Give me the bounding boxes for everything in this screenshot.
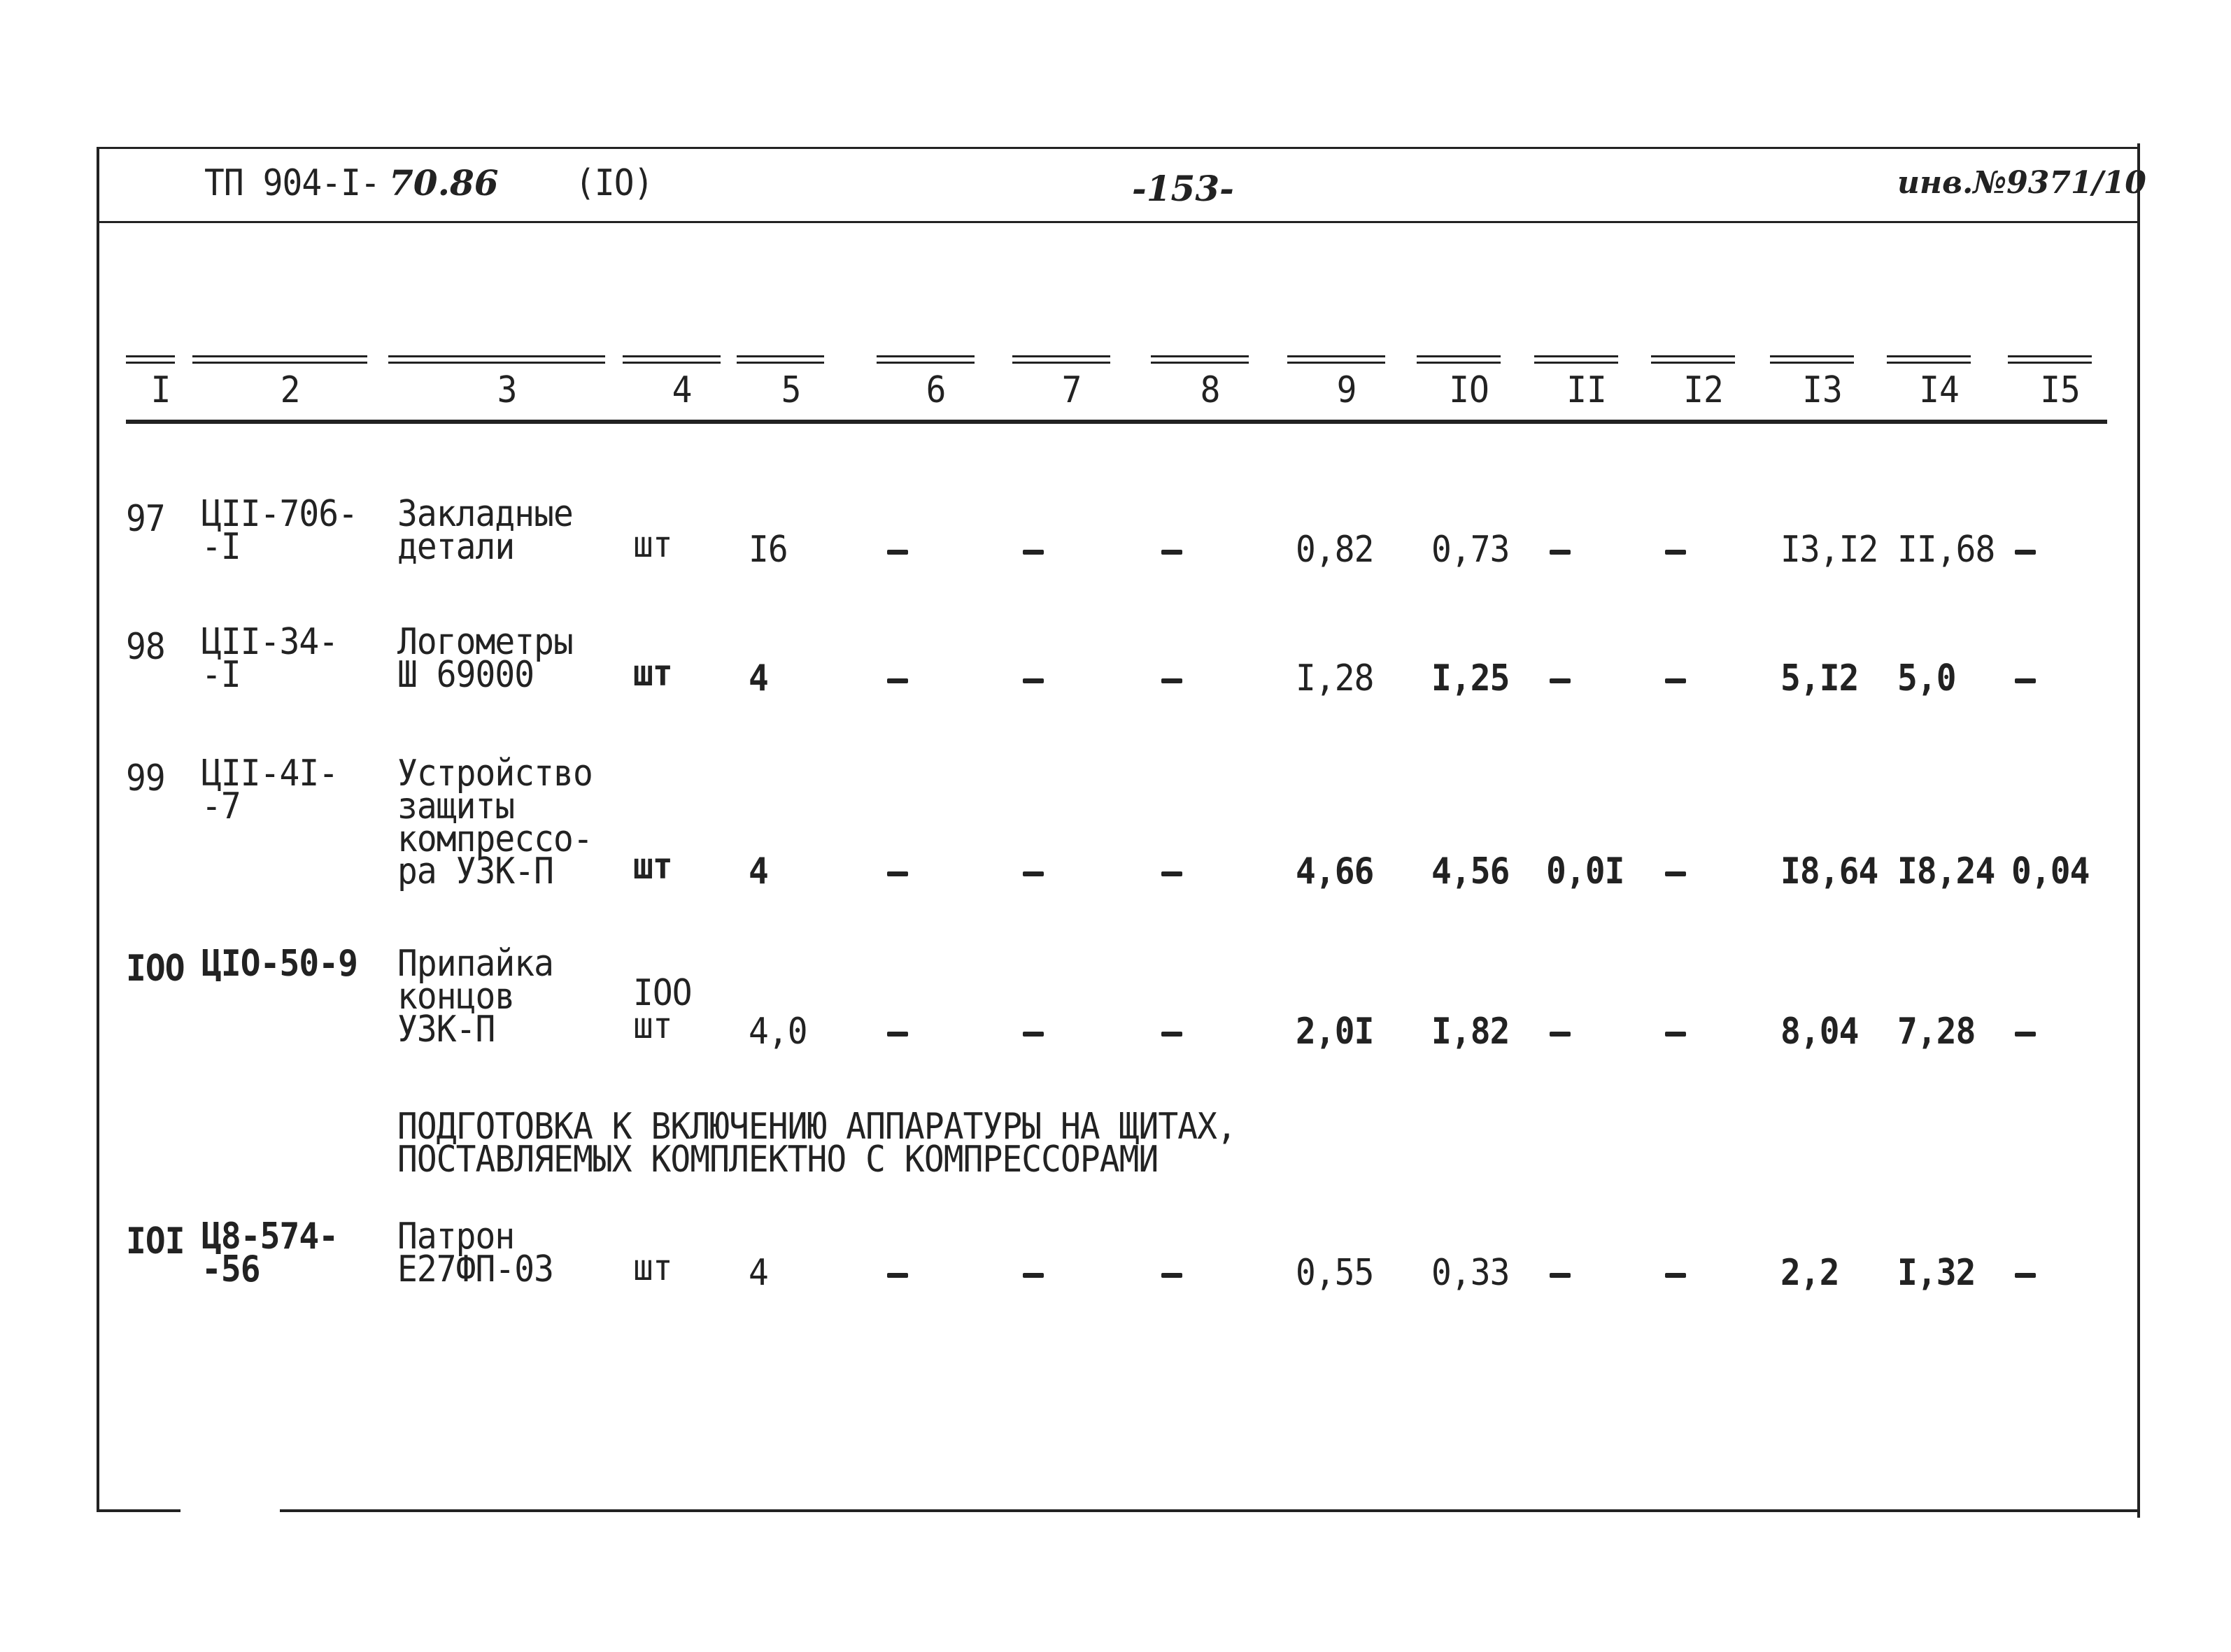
row-name: Патрон Е27ФП-03 [397,1216,554,1290]
row-col10: 4,56 [1431,850,1510,892]
row-col9: 0,55 [1296,1252,1374,1294]
row-unit: шт [633,846,672,888]
row-col14: I,32 [1897,1252,1976,1294]
row-code: ЦII-706- -I [201,493,358,568]
row-col9: 2,0I [1296,1011,1374,1053]
empty-cell-dash [887,1273,908,1278]
column-number: IO [1449,369,1489,411]
column-number: I4 [1919,369,1960,411]
row-col12-dash [1665,1273,1686,1278]
row-col11-dash [1550,1032,1571,1037]
row-col12-dash [1665,871,1686,876]
row-col11-dash [1550,550,1571,555]
column-15-header-rule [2008,362,2092,364]
column-number: 2 [280,369,301,411]
row-code: ЦII-4I- -7 [201,753,339,827]
inventory-prefix: инв.№ [1897,165,2007,201]
row-col12-dash [1665,678,1686,683]
column-10-header-rule [1417,362,1501,364]
column-14-header-rule [1887,362,1971,364]
column-number: 6 [926,369,947,411]
row-col14: II,68 [1897,529,1995,571]
row-quantity: 4 [749,1252,768,1294]
row-code: Ц8-574- -56 [201,1216,339,1290]
row-number: 97 [126,498,165,540]
empty-cell-dash [1161,1032,1182,1037]
row-col10: I,82 [1431,1011,1510,1053]
row-col11-dash [1550,1273,1571,1278]
row-name: Припайка концов УЗК-П [397,943,554,1051]
empty-cell-dash [1161,871,1182,876]
row-col14: 5,0 [1897,657,1956,699]
empty-cell-dash [887,1032,908,1037]
column-1-header-rule [126,355,175,357]
row-col10: 0,73 [1431,529,1510,571]
doc-code: ТП 904-I- [204,162,380,204]
row-name: Устройство защиты компрессо- ра УЗК-П [397,753,593,893]
row-number: 98 [126,626,165,668]
column-13-header-rule [1770,362,1854,364]
column-header-bottom-rule [126,420,2107,424]
column-11-header-rule [1534,355,1618,357]
column-9-header-rule [1287,355,1385,357]
row-quantity: 4 [749,850,768,892]
column-9-header-rule [1287,362,1385,364]
frame-bottom-left-segment [97,1509,180,1512]
empty-cell-dash [887,550,908,555]
frame-top-border [99,147,2139,149]
page-number: -153- [1132,168,1234,209]
empty-cell-dash [1023,871,1044,876]
empty-cell-dash [1023,550,1044,555]
empty-cell-dash [887,678,908,683]
empty-cell-dash [1161,1273,1182,1278]
row-col14: I8,24 [1897,850,1995,892]
row-quantity: 4,0 [749,1011,807,1053]
column-1-header-rule [126,362,175,364]
row-col15-dash [2015,550,2036,555]
row-col13: 2,2 [1780,1252,1839,1294]
section-heading: ПОДГОТОВКА К ВКЛЮЧЕНИЮ АППАРАТУРЫ НА ЩИТАХ, ПОСТАВЛЯЕМЫХ КОМПЛЕКТНО С КОМПРЕССОРАМИ [397,1106,1236,1181]
column-11-header-rule [1534,362,1618,364]
empty-cell-dash [1023,1032,1044,1037]
row-col9: 4,66 [1296,850,1374,892]
column-3-header-rule [388,355,605,357]
row-col13: 8,04 [1780,1011,1859,1053]
row-unit: IOO шт [633,972,692,1047]
column-4-header-rule [623,355,721,357]
row-col11: 0,0I [1546,850,1624,892]
row-col15: 0,04 [2011,850,2090,892]
frame-right-border [2137,143,2140,1518]
frame-bottom-border [280,1509,2137,1512]
row-code: ЦIO-50-9 [201,943,358,985]
row-quantity: 4 [749,657,768,699]
empty-cell-dash [1023,678,1044,683]
column-3-header-rule [388,362,605,364]
column-number: 8 [1200,369,1221,411]
column-7-header-rule [1012,355,1110,357]
column-14-header-rule [1887,355,1971,357]
inventory-number: 9371/10 [2006,165,2146,201]
row-col14: 7,28 [1897,1011,1976,1053]
column-5-header-rule [737,355,824,357]
column-6-header-rule [877,362,975,364]
column-4-header-rule [623,362,721,364]
column-2-header-rule [192,355,367,357]
column-8-header-rule [1151,355,1249,357]
column-number: I [150,369,171,411]
row-col9: 0,82 [1296,529,1374,571]
row-col13: 5,I2 [1780,657,1859,699]
column-number: 4 [672,369,693,411]
column-5-header-rule [737,362,824,364]
row-code: ЦII-34- -I [201,621,339,696]
empty-cell-dash [1023,1273,1044,1278]
empty-cell-dash [1161,550,1182,555]
column-13-header-rule [1770,355,1854,357]
row-quantity: I6 [749,529,788,571]
column-number: 3 [497,369,518,411]
row-col15-dash [2015,678,2036,683]
row-col10: 0,33 [1431,1252,1510,1294]
column-number: 5 [781,369,801,411]
row-col12-dash [1665,1032,1686,1037]
row-number: IOI [126,1220,185,1262]
row-col12-dash [1665,550,1686,555]
column-10-header-rule [1417,355,1501,357]
inventory-label [1897,165,2146,201]
column-8-header-rule [1151,362,1249,364]
row-unit: шт [633,653,672,695]
doc-code-handwritten: 70.86 [389,162,499,204]
column-12-header-rule [1651,355,1735,357]
column-6-header-rule [877,355,975,357]
column-number: I5 [2040,369,2081,411]
row-col10: I,25 [1431,657,1510,699]
row-number: 99 [126,757,165,799]
header-divider [99,221,2139,223]
row-col9: I,28 [1296,657,1374,699]
column-number: II [1566,369,1607,411]
column-2-header-rule [192,362,367,364]
row-col13: I3,I2 [1780,529,1878,571]
frame-left-border [97,147,99,1511]
empty-cell-dash [1161,678,1182,683]
row-col15-dash [2015,1273,2036,1278]
column-number: 9 [1336,369,1357,411]
column-15-header-rule [2008,355,2092,357]
row-name: Логометры Ш 69000 [397,621,573,696]
part-number: (IO) [575,162,653,204]
row-col13: I8,64 [1780,850,1878,892]
row-col11-dash [1550,678,1571,683]
row-number: IOO [126,948,185,990]
column-number: 7 [1061,369,1082,411]
row-unit: шт [633,524,672,566]
column-12-header-rule [1651,362,1735,364]
row-col15-dash [2015,1032,2036,1037]
column-number: I2 [1683,369,1724,411]
row-unit: шт [633,1247,672,1289]
column-7-header-rule [1012,362,1110,364]
empty-cell-dash [887,871,908,876]
column-number: I3 [1802,369,1843,411]
row-name: Закладные детали [397,493,573,568]
